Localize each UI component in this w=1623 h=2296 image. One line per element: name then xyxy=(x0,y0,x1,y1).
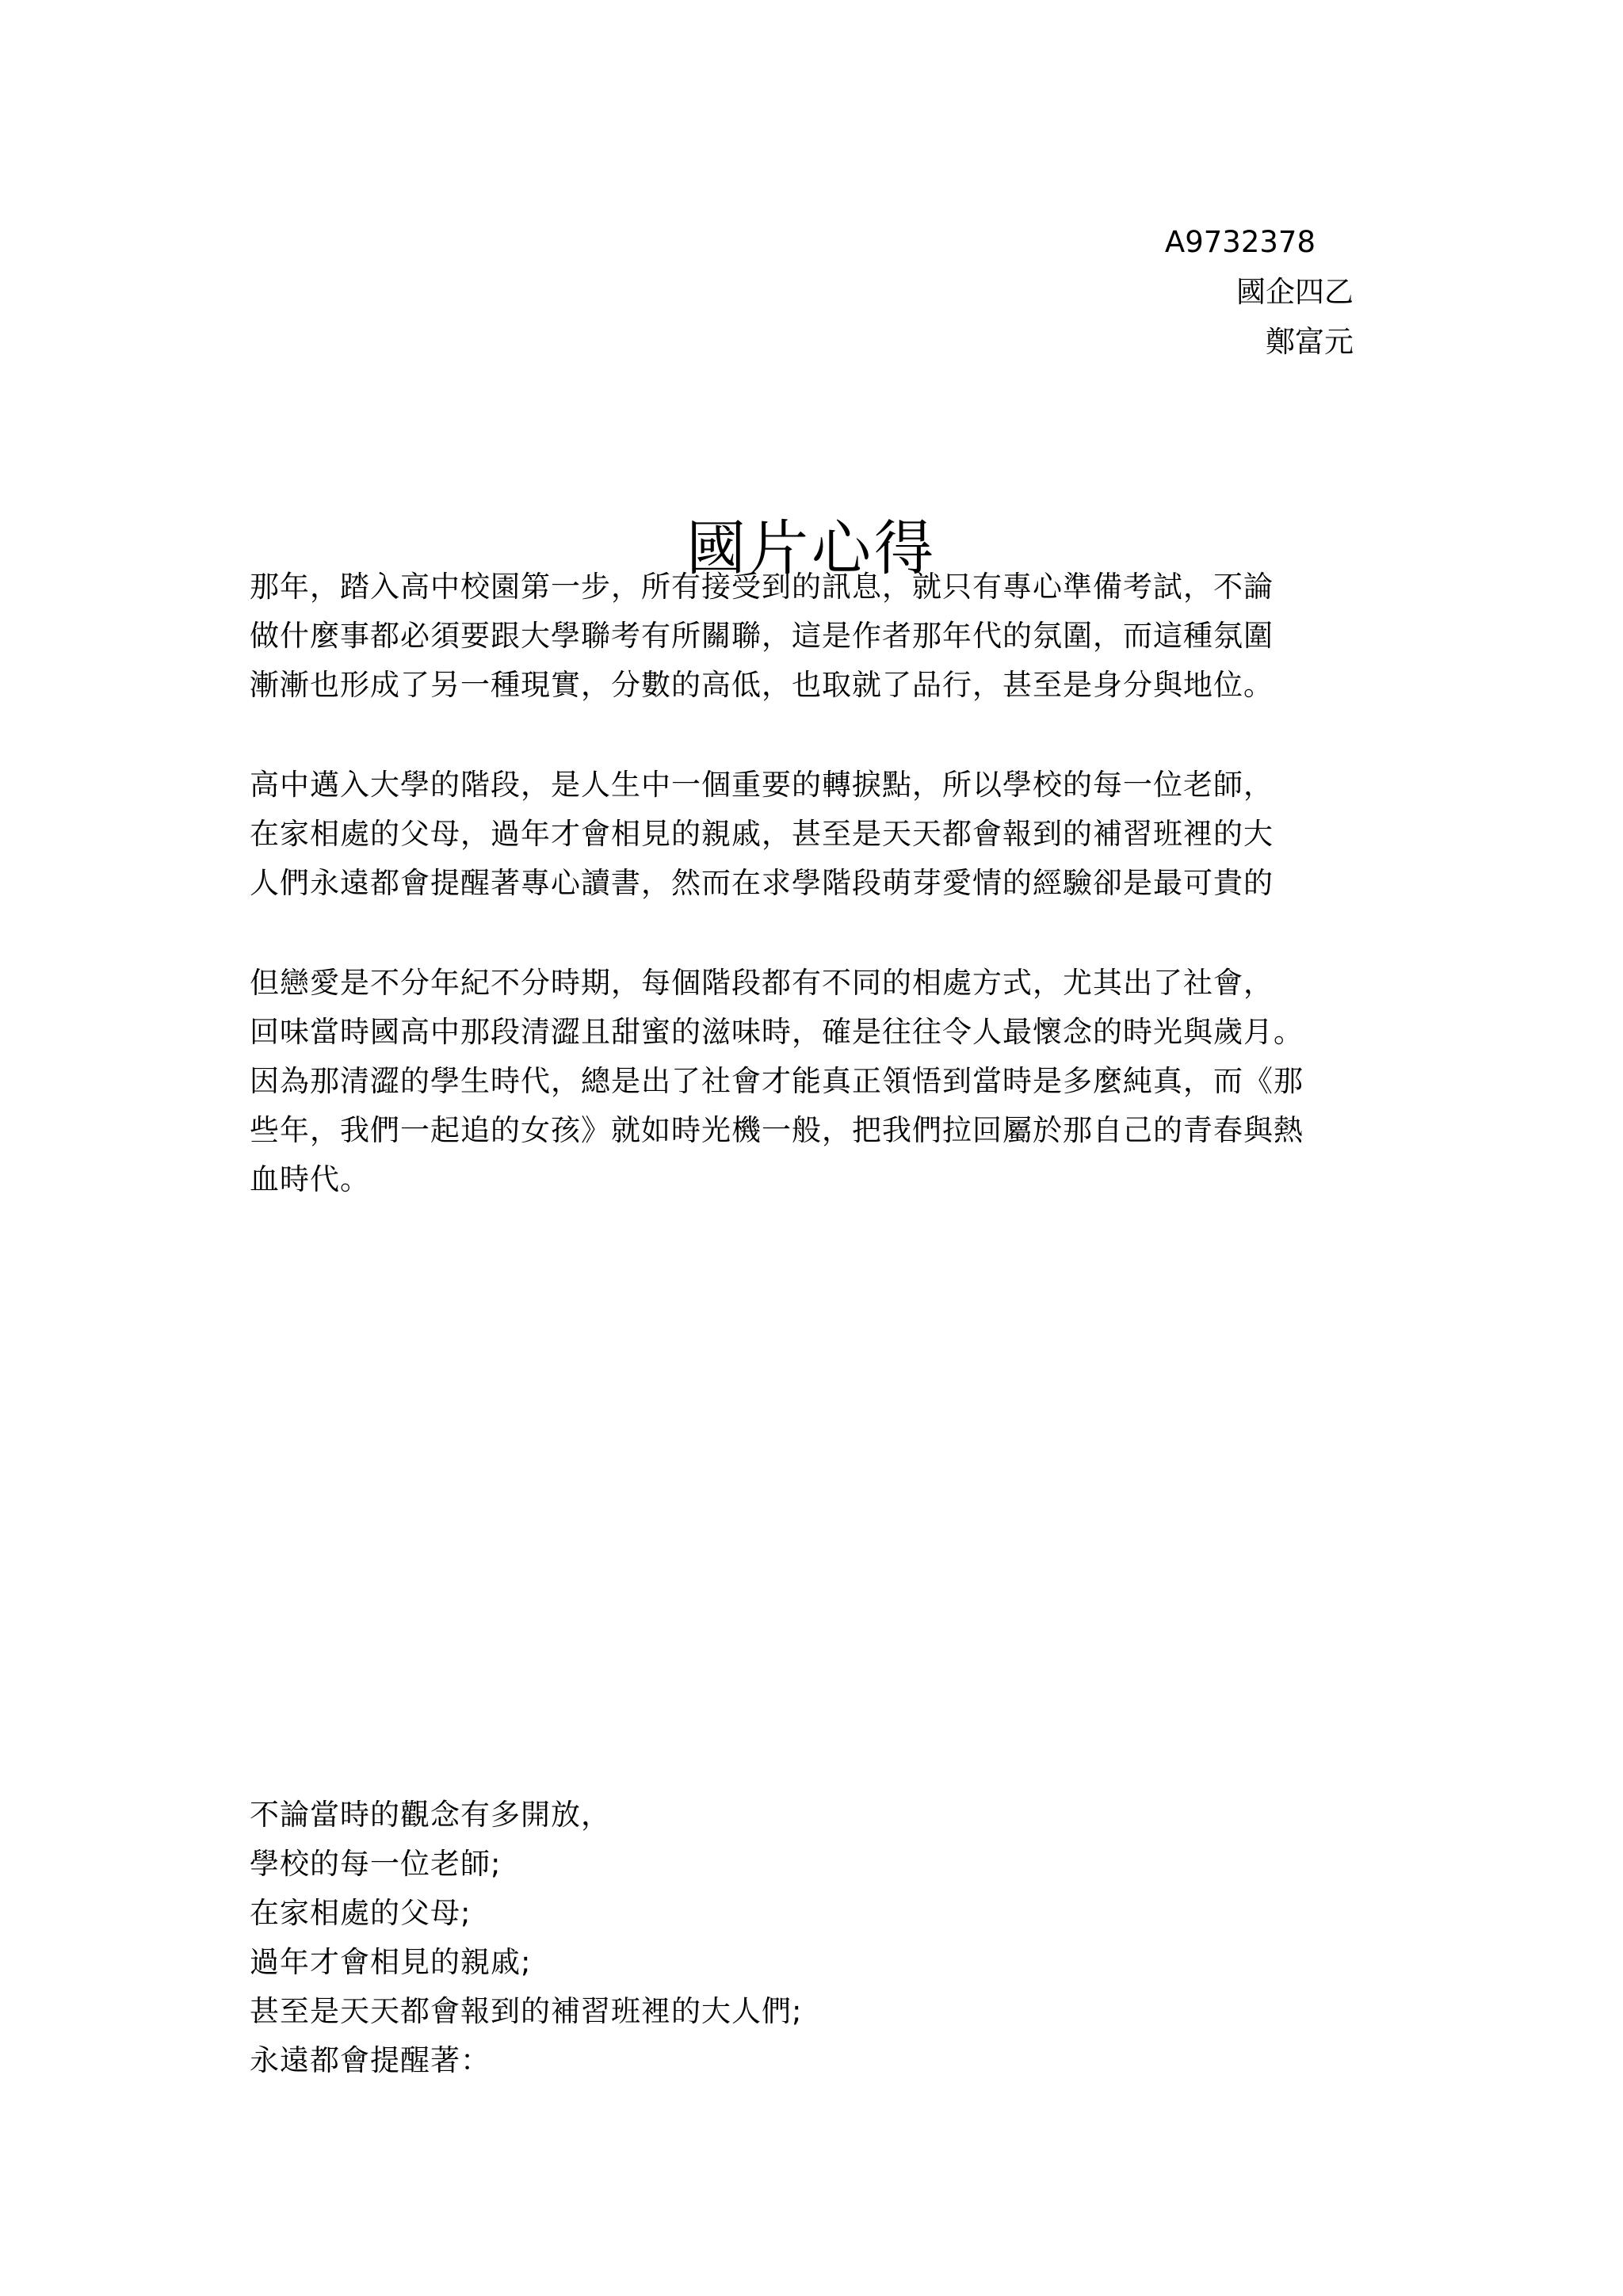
paragraph-2 xyxy=(250,761,1399,908)
paragraph-line: 人們永遠都會提醒著專心讀書，然而在求學階段萌芽愛情的經驗卻是最可貴的 xyxy=(250,866,1274,900)
closing-line: 甚至是天天都會報到的補習班裡的大人們; xyxy=(250,1994,803,2028)
paragraph-1 xyxy=(250,563,1399,710)
closing-line: 學校的每一位老師; xyxy=(250,1847,502,1881)
paragraph-line: 漸漸也形成了另一種現實，分數的高低，也取就了品行，甚至是身分與地位。 xyxy=(250,668,1274,702)
paragraph-line: 高中邁入大學的階段，是人生中一個重要的轉捩點，所以學校的每一位老師， xyxy=(250,768,1274,802)
paragraph-line: 血時代。 xyxy=(250,1162,370,1196)
paragraph-line: 回味當時國高中那段清澀且甜蜜的滋味時，確是往往令人最懷念的時光與歲月。 xyxy=(250,1015,1304,1049)
paragraph-line: 些年，我們一起追的女孩》就如時光機一般，把我們拉回屬於那自己的青春與熱 xyxy=(250,1113,1304,1147)
paragraph-line: 那年，踏入高中校園第一步，所有接受到的訊息，就只有專心準備考試，不論 xyxy=(250,570,1274,604)
paragraph-line: 因為那清澀的學生時代，總是出了社會才能真正領悟到當時是多麼純真，而《那 xyxy=(250,1064,1304,1098)
closing-list xyxy=(250,1791,1399,2085)
paragraph-line: 做什麼事都必須要跟大學聯考有所關聯，這是作者那年代的氛圍，而這種氛圍 xyxy=(250,619,1274,653)
closing-line: 永遠都會提醒著： xyxy=(250,2043,491,2077)
author-name: 鄭富元 xyxy=(1266,325,1354,359)
student-id: A9732378 xyxy=(1164,225,1316,259)
closing-line: 不論當時的觀念有多開放， xyxy=(250,1798,611,1832)
class-name: 國企四乙 xyxy=(1236,275,1354,309)
document-title: 國片心得 xyxy=(685,513,937,584)
paragraph-line: 在家相處的父母，過年才會相見的親戚，甚至是天天都會報到的補習班裡的大 xyxy=(250,817,1274,851)
closing-line: 在家相處的父母; xyxy=(250,1896,472,1930)
paragraph-3 xyxy=(250,959,1399,1204)
closing-line: 過年才會相見的親戚; xyxy=(250,1945,532,1979)
paragraph-line: 但戀愛是不分年紀不分時期，每個階段都有不同的相處方式，尤其出了社會， xyxy=(250,966,1274,1000)
